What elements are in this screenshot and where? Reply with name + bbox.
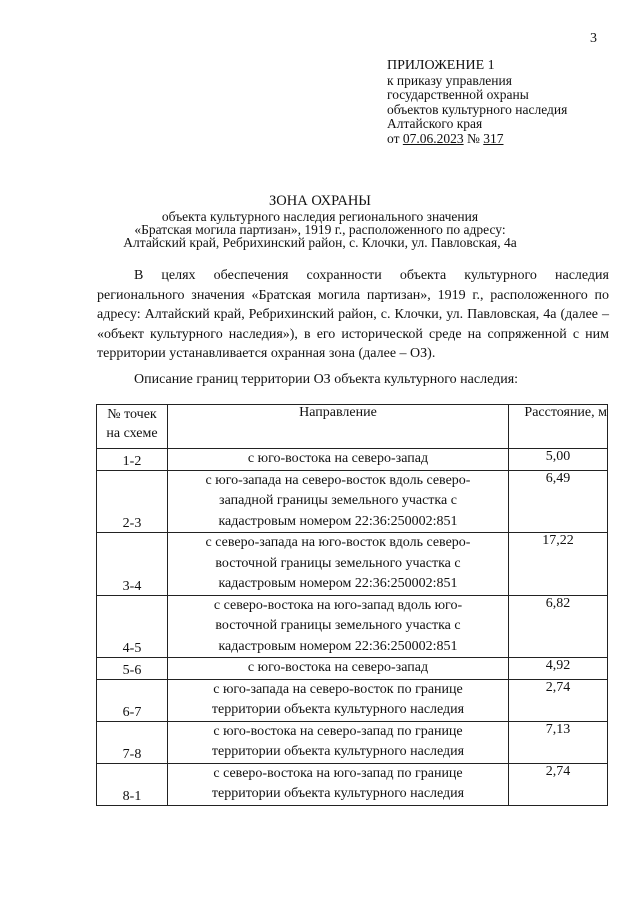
header-point-number-line1: № точек bbox=[107, 407, 157, 422]
row-points: 5-6 bbox=[97, 658, 168, 680]
row-distance: 2,74 bbox=[509, 679, 608, 721]
annex-line: государственной охраны bbox=[387, 87, 529, 102]
table-row bbox=[97, 763, 608, 805]
table-row bbox=[97, 449, 608, 471]
table-row bbox=[97, 470, 608, 533]
row-points: 8-1 bbox=[97, 763, 168, 805]
direction-line: кадастровым номером 22:36:250002:851 bbox=[218, 513, 458, 529]
direction-line: с юго-востока на северо-запад по границе bbox=[213, 723, 463, 739]
direction-line: с юго-востока на северо-запад bbox=[247, 660, 429, 675]
direction-line: кадастровым номером 22:36:250002:851 bbox=[218, 638, 458, 654]
header-point-number bbox=[97, 405, 168, 449]
annex-title: ПРИЛОЖЕНИЕ 1 bbox=[387, 58, 495, 73]
row-direction bbox=[168, 658, 509, 680]
direction-line: с юго-запада на северо-восток по границе bbox=[213, 681, 463, 697]
row-points: 1-2 bbox=[97, 449, 168, 471]
row-points: 4-5 bbox=[97, 595, 168, 658]
page-number: 3 bbox=[590, 31, 597, 46]
intro-paragraph: В целях обеспечения сохранности объекта культурного наследия регионального значения «Братская могила партизан», 1919 г., расположенного по адресу: Алтайский край, Ребрихинский район, с. Клочки, ул. Павловская, 4а (далее – «объект культурного наследия»), в его исторической среде на сопряженной с ним территории устанавливается охранная зона (далее – ОЗ). bbox=[97, 268, 609, 362]
direction-line: восточной границы земельного участка с bbox=[215, 618, 461, 633]
row-direction bbox=[168, 721, 509, 763]
table-row bbox=[97, 533, 608, 596]
zone-title: ЗОНА ОХРАНЫ bbox=[269, 193, 371, 209]
row-direction bbox=[168, 679, 509, 721]
row-distance: 7,13 bbox=[509, 721, 608, 763]
zone-subtitle-line: Алтайский край, Ребрихинский район, с. Клочки, ул. Павловская, 4а bbox=[123, 235, 517, 250]
order-prefix: от bbox=[387, 130, 403, 146]
zone-subtitle-line: объекта культурного наследия регионального значения bbox=[161, 209, 479, 224]
annex-block bbox=[387, 59, 567, 146]
row-distance: 6,49 bbox=[509, 470, 608, 533]
direction-line: с северо-запада на юго-восток вдоль северо- bbox=[205, 535, 471, 550]
row-points: 6-7 bbox=[97, 679, 168, 721]
row-distance: 4,92 bbox=[509, 658, 608, 680]
boundary-table bbox=[96, 404, 608, 806]
order-number-sign: № bbox=[463, 130, 484, 146]
annex-line: к приказу управления bbox=[387, 72, 512, 88]
annex-line: Алтайского края bbox=[387, 116, 483, 131]
row-direction bbox=[168, 763, 509, 805]
annex-line: объектов культурного наследия bbox=[387, 101, 568, 117]
table-row bbox=[97, 721, 608, 763]
row-points: 7-8 bbox=[97, 721, 168, 763]
row-direction bbox=[168, 533, 509, 596]
direction-line: кадастровым номером 22:36:250002:851 bbox=[218, 576, 458, 591]
direction-line: восточной границы земельного участка с bbox=[215, 555, 461, 571]
order-date: 07.06.2023 bbox=[402, 130, 464, 146]
direction-line: территории объекта культурного наследия bbox=[211, 786, 465, 801]
intro-block bbox=[97, 266, 609, 364]
header-point-number-line2: на схеме bbox=[106, 426, 158, 441]
table-header-row bbox=[97, 405, 608, 449]
header-direction: Направление bbox=[168, 405, 509, 449]
table-row bbox=[97, 679, 608, 721]
row-distance: 2,74 bbox=[509, 763, 608, 805]
direction-line: западной границы земельного участка с bbox=[219, 493, 457, 508]
row-direction bbox=[168, 470, 509, 533]
row-distance: 5,00 bbox=[509, 449, 608, 471]
header-distance: Расстояние, м bbox=[509, 405, 608, 449]
table-caption: Описание границ территории ОЗ объекта культурного наследия: bbox=[134, 372, 519, 387]
order-number: 317 bbox=[483, 130, 504, 146]
direction-line: с северо-востока на юго-запад по границе bbox=[213, 765, 463, 781]
row-points: 3-4 bbox=[97, 533, 168, 596]
row-direction bbox=[168, 449, 509, 471]
order-reference bbox=[387, 132, 567, 147]
direction-line: с северо-востока на юго-запад вдоль юго- bbox=[213, 597, 463, 613]
direction-line: территории объекта культурного наследия bbox=[211, 744, 465, 759]
row-direction bbox=[168, 595, 509, 658]
direction-line: территории объекта культурного наследия bbox=[211, 702, 465, 717]
row-distance: 17,22 bbox=[509, 533, 608, 596]
direction-line: с юго-запада на северо-восток вдоль северо- bbox=[205, 472, 471, 488]
zone-subtitle-line: «Братская могила партизан», 1919 г., расположенного по адресу: bbox=[134, 222, 506, 237]
table-row bbox=[97, 658, 608, 680]
table-row bbox=[97, 595, 608, 658]
row-distance: 6,82 bbox=[509, 595, 608, 658]
row-points: 2-3 bbox=[97, 470, 168, 533]
direction-line: с юго-востока на северо-запад bbox=[247, 451, 429, 466]
